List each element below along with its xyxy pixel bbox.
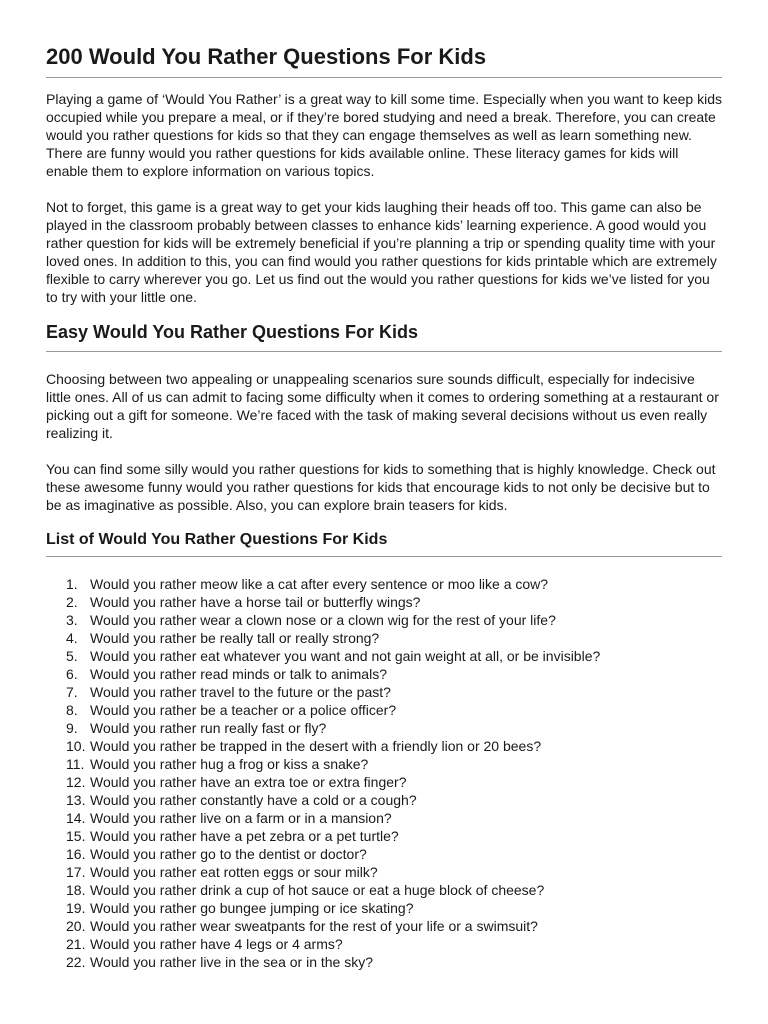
list-item-text: Would you rather run really fast or fly? [90,720,327,737]
list-item [66,683,722,701]
list-item [66,611,722,629]
list-item [66,917,722,935]
list-item [66,899,722,917]
list-item [66,719,722,737]
list-item [66,737,722,755]
list-item-number: 18. [66,882,86,899]
easy-paragraph-2: You can find some silly would you rather questions for kids to something that is highly knowledge. Check out these awesome funny would you rather questions for kids that encourage kids to not only be decisive but to be as imaginative as possible. Also, you can explore brain teasers for kids. [46,460,716,513]
list-item-text: Would you rather be really tall or really strong? [90,630,380,647]
list-item-number: 3. [66,612,78,629]
list-item-number: 11. [66,756,85,773]
page-title: 200 Would You Rather Questions For Kids [46,44,722,78]
easy-paragraph-1: Choosing between two appealing or unappealing scenarios sure sounds difficult, especially for indecisive little ones. All of us can admit to facing some difficulty when it comes to ordering something at a restaurant or picking out a gift for someone. We’re faced with the task of making several decisions without us even really realizing it. [46,370,719,441]
list-item-text: Would you rather be trapped in the desert with a friendly lion or 20 bees? [90,738,542,755]
intro-paragraph-2: Not to forget, this game is a great way to get your kids laughing their heads off too. This game can also be played in the classroom probably between classes to enhance kids’ learning experience. A good would you rather question for kids will be extremely beneficial if you’re planning a trip or spending quality time with your loved ones. In addition to this, you can find would you rather questions for kids printable which are extremely flexible to carry wherever you go. Let us find out the would you rather questions for kids we’ve listed for you to try with your little one. [46,199,717,306]
list-item-text: Would you rather read minds or talk to animals? [90,666,387,683]
list-item [66,935,722,953]
list-item [66,773,722,791]
list-item-text: Would you rather live on a farm or in a mansion? [90,810,392,827]
list-item [66,629,722,647]
list-item-text: Would you rather have a horse tail or butterfly wings? [90,594,421,611]
list-item-text: Would you rather hug a frog or kiss a snake? [90,756,369,773]
list-item [66,755,722,773]
list-item [66,881,722,899]
list-item-text: Would you rather travel to the future or the past? [90,684,391,701]
list-item-text: Would you rather go bungee jumping or ice skating? [90,900,414,917]
list-item-number: 22. [66,954,86,971]
list-item-text: Would you rather eat rotten eggs or sour milk? [90,864,378,881]
list-item-text: Would you rather meow like a cat after every sentence or moo like a cow? [90,576,549,593]
list-item-text: Would you rather have 4 legs or 4 arms? [90,936,343,953]
list-item-text: Would you rather be a teacher or a police officer? [90,702,397,719]
list-item-text: Would you rather wear a clown nose or a clown wig for the rest of your life? [90,612,556,629]
list-item [66,791,722,809]
list-item-number: 4. [66,630,78,647]
list-item-number: 12. [66,774,86,791]
list-item-number: 19. [66,900,86,917]
section-heading-list: List of Would You Rather Questions For Kids [46,530,722,557]
list-item [66,845,722,863]
intro-paragraph-1: Playing a game of ‘Would You Rather’ is a great way to kill some time. Especially when you want to keep kids occupied while you prepare a meal, or if they’re bored studying and need a break. Therefore, you can create would you rather questions for kids so that they can engage themselves as well as learn something new. There are funny would you rather questions for kids available online. These literacy games for kids will enable them to explore information on various topics. [46,91,722,180]
list-item-number: 5. [66,648,78,665]
list-item-text: Would you rather have a pet zebra or a pet turtle? [90,828,399,845]
list-item [66,575,722,593]
list-item [66,827,722,845]
list-item-number: 15. [66,828,86,845]
list-item [66,647,722,665]
list-item-text: Would you rather have an extra toe or extra finger? [90,774,407,791]
list-item-number: 6. [66,666,78,683]
list-item-number: 21. [66,936,86,953]
list-item-text: Would you rather drink a cup of hot sauce or eat a huge block of cheese? [90,882,545,899]
list-item-text: Would you rather go to the dentist or doctor? [90,846,367,863]
list-item-number: 13. [66,792,86,809]
list-item-number: 7. [66,684,78,701]
list-item-number: 20. [66,918,86,935]
list-item [66,863,722,881]
list-item-number: 14. [66,810,86,827]
list-item [66,665,722,683]
list-item-text: Would you rather wear sweatpants for the rest of your life or a swimsuit? [90,918,538,935]
list-item [66,701,722,719]
list-item [66,809,722,827]
list-item-number: 9. [66,720,78,737]
list-item-number: 16. [66,846,86,863]
list-item-number: 17. [66,864,86,881]
list-item [66,953,722,971]
list-item-text: Would you rather live in the sea or in the sky? [90,954,374,971]
list-item-number: 2. [66,594,78,611]
section-heading-easy: Easy Would You Rather Questions For Kids [46,322,722,352]
list-item-number: 1. [66,576,78,593]
list-item-text: Would you rather eat whatever you want and not gain weight at all, or be invisible? [90,648,601,665]
list-item [66,593,722,611]
list-item-number: 10. [66,738,86,755]
list-item-number: 8. [66,702,78,719]
list-item-text: Would you rather constantly have a cold or a cough? [90,792,417,809]
question-list [46,575,722,971]
